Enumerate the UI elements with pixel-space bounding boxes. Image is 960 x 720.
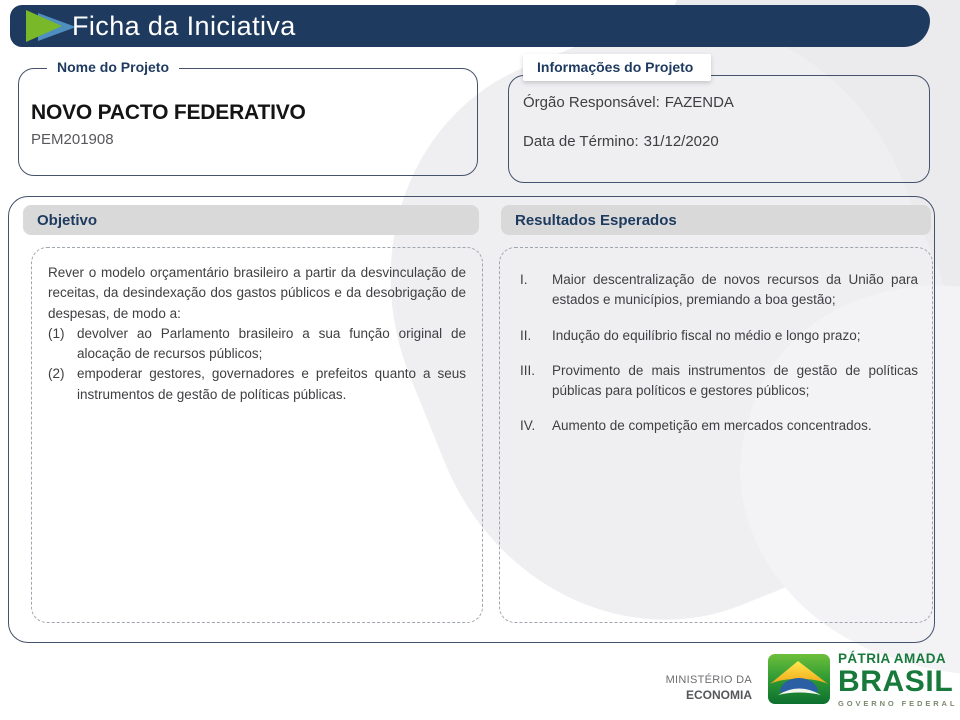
item-text: Maior descentralização de novos recursos da União para estados e municípios, premiando a boa gestão; (552, 272, 918, 308)
field-value: FAZENDA (664, 94, 734, 111)
item-text: Aumento de competição em mercados concentrados. (552, 418, 872, 434)
objective-intro: Rever o modelo orçamentário brasileiro a partir da desvinculação de receitas, da desindexação dos gastos públicos e da desobrigação de despesas, de modo a: (48, 265, 466, 321)
main-panel (8, 196, 935, 643)
item-text: Provimento de mais instrumentos de gestão de políticas públicas para políticos e gestores públicos; (552, 362, 918, 398)
result-item (514, 326, 918, 346)
item-marker: IV. (520, 418, 536, 434)
item-marker: III. (520, 362, 536, 378)
project-info-legend: Informações do Projeto (523, 54, 711, 81)
footer (0, 648, 960, 714)
item-marker: I. (520, 272, 528, 287)
info-field-organ (523, 94, 734, 111)
info-field-end-date (523, 133, 734, 150)
objective-section-header (23, 205, 479, 235)
field-label: Data de Término: (523, 133, 639, 150)
project-info-fields (523, 94, 734, 150)
item-text: devolver ao Parlamento brasileiro a sua função original de alocação de recursos públicos; (77, 325, 466, 361)
header-banner (10, 5, 930, 47)
project-code: PEM201908 (31, 131, 114, 148)
objective-item (48, 364, 466, 405)
field-value: 31/12/2020 (643, 133, 719, 150)
ministry-line1: MINISTÉRIO DA (665, 674, 752, 686)
government-wordmark (838, 652, 957, 707)
project-name: NOVO PACTO FEDERATIVO (31, 101, 306, 124)
result-item (514, 361, 918, 402)
ministry-wordmark (628, 674, 752, 703)
item-marker: II. (520, 327, 532, 343)
ministry-line2: ECONOMIA (686, 687, 752, 702)
brand-main: BRASIL (838, 664, 954, 698)
field-label: Órgão Responsável: (523, 94, 660, 111)
results-title: Resultados Esperados (515, 211, 677, 229)
page-title: Ficha da Iniciativa (72, 11, 296, 41)
results-body (499, 247, 933, 623)
item-text: Indução do equilíbrio fiscal no médio e longo prazo; (552, 327, 861, 343)
brand-sub: GOVERNO FEDERAL (838, 698, 958, 708)
item-text: empoderar gestores, governadores e prefeitos quanto a seus instrumentos de gestão de políticas públicas. (77, 366, 466, 402)
item-marker: (2) (48, 366, 65, 382)
result-item (514, 416, 918, 436)
brazil-flag-icon (768, 654, 830, 704)
brand-top: PÁTRIA AMADA (838, 651, 947, 666)
objective-body (31, 247, 483, 623)
results-section-header (501, 205, 931, 235)
results-list (514, 264, 918, 437)
project-name-box (18, 59, 478, 176)
item-marker: (1) (48, 325, 65, 341)
project-info-box (508, 59, 930, 183)
objective-title: Objetivo (37, 211, 98, 229)
project-name-legend: Nome do Projeto (47, 59, 179, 75)
result-item (514, 270, 918, 311)
objective-item (48, 324, 466, 365)
